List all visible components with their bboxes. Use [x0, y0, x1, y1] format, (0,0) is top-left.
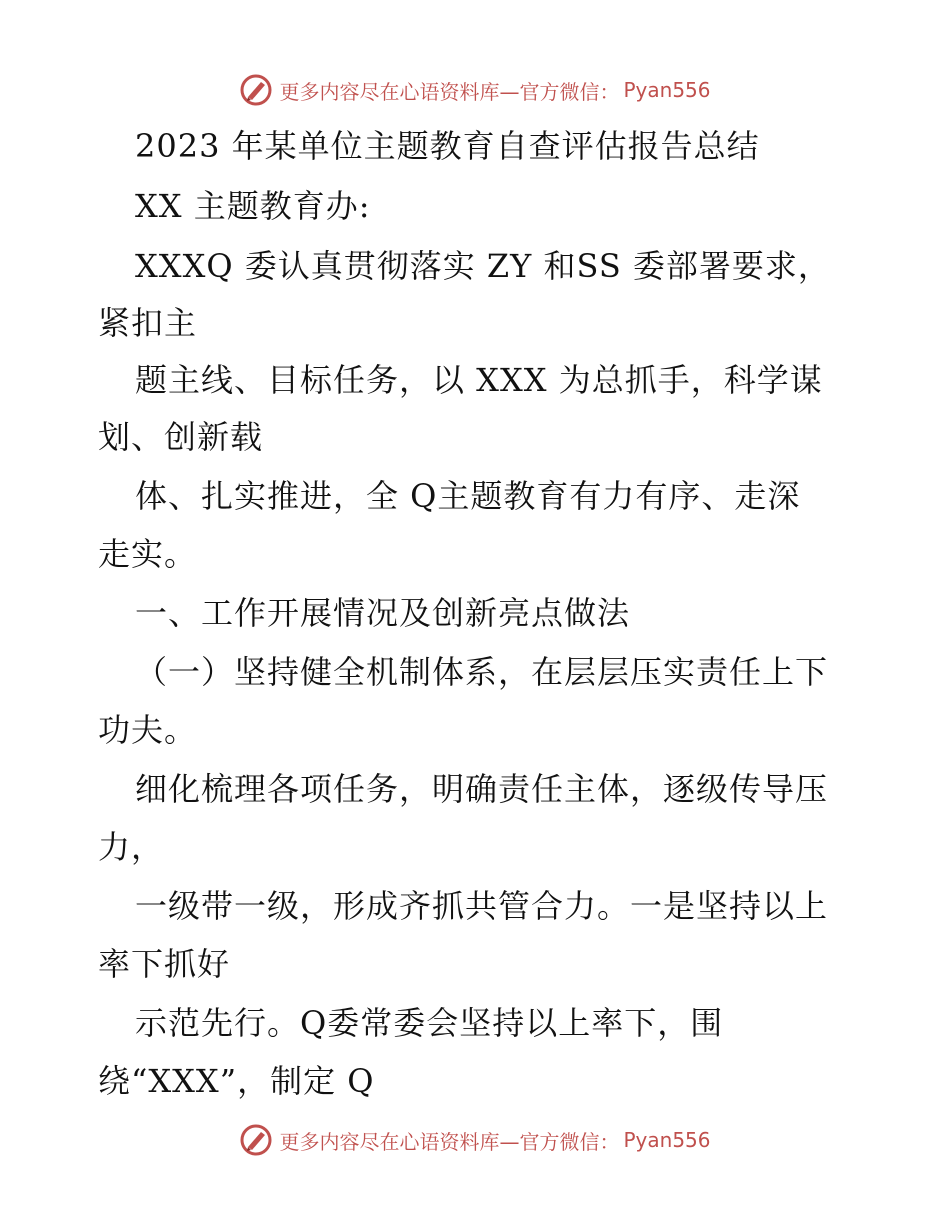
banner-wechat-id: Pyan556 — [623, 78, 711, 102]
pen-seal-icon — [239, 1123, 273, 1157]
paragraph-line: 划、创新载 — [98, 418, 264, 456]
paragraph-line: 示范先行。Q委常委会坚持以上率下，围 — [135, 1004, 724, 1042]
paragraph-line: 绕“XXX”，制定 Q — [98, 1062, 375, 1100]
banner-text: 更多内容尽在心语资料库—官方微信： — [279, 79, 620, 104]
pen-seal-icon — [239, 73, 273, 107]
paragraph-line: 题主线、目标任务，以 XXX 为总抓手，科学谋 — [135, 361, 823, 399]
footer-banner — [0, 1120, 950, 1160]
paragraph-line: 率下抓好 — [98, 945, 231, 983]
banner-wechat-id: Pyan556 — [623, 1128, 711, 1152]
header-banner — [0, 70, 950, 110]
paragraph-line: 细化梳理各项任务，明确责任主体，逐级传导压 — [135, 770, 829, 808]
paragraph-line: 紧扣主 — [98, 304, 198, 342]
paragraph-line: 功夫。 — [98, 711, 198, 749]
paragraph-line: XXXQ 委认真贯彻落实 ZY 和SS 委部署要求， — [135, 247, 831, 285]
document-title: 2023 年某单位主题教育自查评估报告总结 — [135, 127, 760, 165]
banner-text: 更多内容尽在心语资料库—官方微信： — [279, 1129, 620, 1154]
paragraph-line: 走实。 — [98, 535, 198, 573]
paragraph-line: 力， — [98, 828, 165, 866]
paragraph-line: 体、扎实推进，全 Q主题教育有力有序、走深 — [135, 477, 801, 515]
section-heading: 一、工作开展情况及创新亮点做法 — [135, 594, 631, 632]
addressee: XX 主题教育办: — [135, 187, 371, 225]
subsection-heading: （一）坚持健全机制体系，在层层压实责任上下 — [135, 653, 829, 691]
paragraph-line: 一级带一级，形成齐抓共管合力。一是坚持以上 — [135, 887, 829, 925]
